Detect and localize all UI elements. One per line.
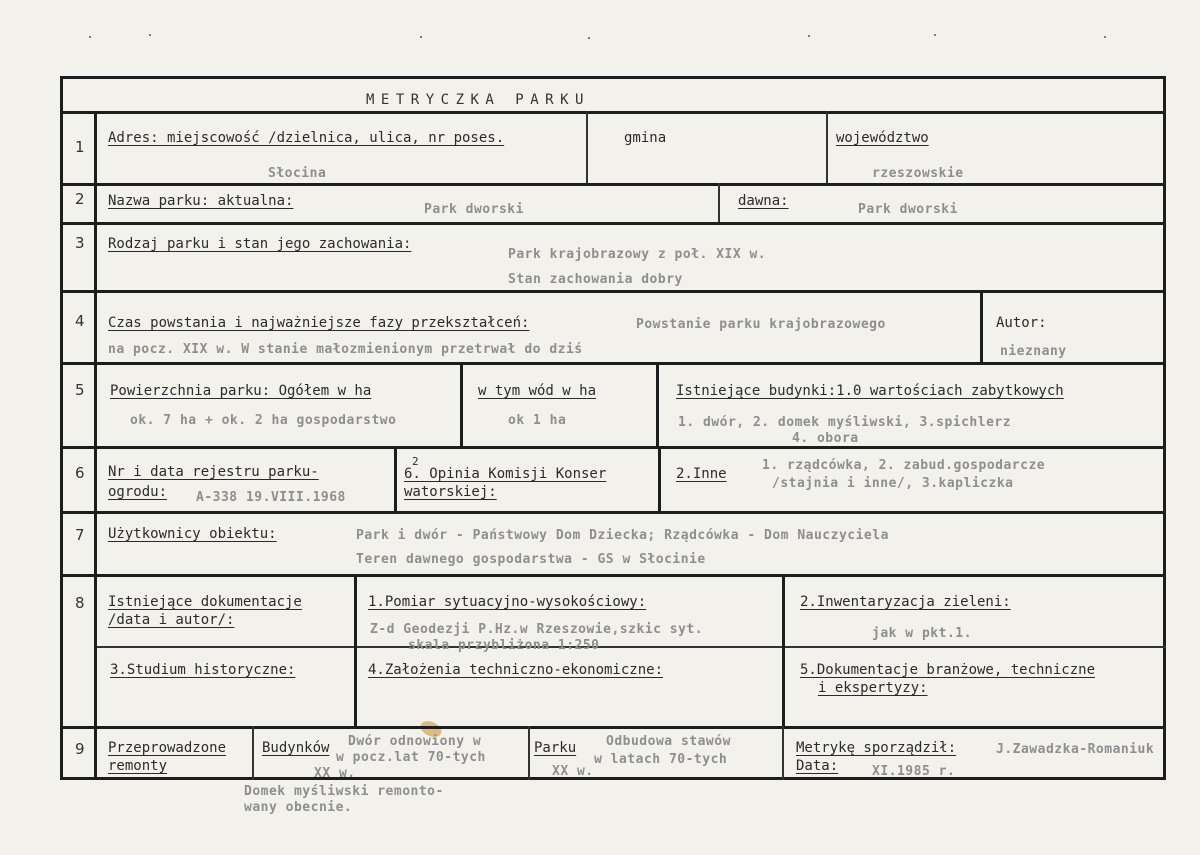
repairs-buildings-note-1: Domek myśliwski remonto- — [244, 784, 444, 799]
opinion-superscript: 2 — [412, 455, 419, 468]
cell-divider — [586, 111, 588, 183]
users-value-2: Teren dawnego gospodarstwa - GS w Słocinie — [356, 552, 706, 567]
cell-divider — [980, 290, 983, 362]
users-label: Użytkownicy obiektu: — [108, 526, 277, 542]
row-number: 4 — [75, 312, 85, 330]
row-number: 7 — [75, 526, 85, 544]
users-value-1: Park i dwór - Państwowy Dom Dziecka; Rządcówka - Dom Nauczyciela — [356, 528, 889, 543]
registry-label-1: Nr i data rejestru parku- — [108, 464, 319, 480]
other-label: 2.Inne — [676, 466, 727, 482]
row-number: 6 — [75, 464, 85, 482]
other-value-2: /stajnia i inne/, 3.kapliczka — [772, 476, 1014, 491]
water-value: ok 1 ha — [508, 413, 567, 428]
row-divider — [60, 511, 1166, 514]
compiled-by-value: J.Zawadzka-Romaniuk — [996, 742, 1155, 757]
repairs-buildings-note-2: wany obecnie. — [244, 800, 353, 815]
address-label: Adres: miejscowość /dzielnica, ulica, nr poses. — [108, 130, 505, 146]
address-value: Słocina — [268, 166, 327, 181]
number-column-line — [94, 111, 97, 780]
docs-label-2: /data i autor/: — [108, 612, 235, 628]
history-study-label: 3.Studium historyczne: — [110, 662, 296, 678]
cell-divider — [460, 362, 463, 446]
repairs-buildings-value-3: w pocz.lat 70-tych — [336, 750, 486, 765]
row-number: 1 — [75, 138, 85, 156]
cell-divider — [394, 446, 397, 511]
other-value-1: 1. rządcówka, 2. zabud.gospodarcze — [762, 458, 1046, 473]
survey-label: 1.Pomiar sytuacyjno-wysokościowy: — [368, 594, 647, 610]
author-value: nieznany — [1000, 344, 1067, 359]
paper-speck — [149, 34, 151, 36]
paper-speck — [420, 36, 422, 38]
repairs-park-label: Parku — [534, 740, 577, 756]
row-divider — [60, 726, 1166, 729]
row-number: 3 — [75, 234, 85, 252]
cell-divider — [782, 574, 785, 726]
former-name-value: Park dworski — [858, 202, 958, 217]
row-number: 8 — [75, 594, 85, 612]
registry-label-2: ogrodu: — [108, 484, 168, 500]
opinion-label-1: 6. Opinia Komisji Konser — [404, 466, 607, 482]
history-phases-value-1: Powstanie parku krajobrazowego — [636, 317, 886, 332]
greenery-label: 2.Inwentaryzacja zieleni: — [800, 594, 1011, 610]
paper-speck — [808, 35, 810, 37]
park-name-value: Park dworski — [424, 202, 524, 217]
row-divider — [60, 446, 1166, 449]
repairs-buildings-value-1: XX w. — [314, 766, 356, 781]
docs-label-1: Istniejące dokumentacje — [108, 594, 302, 610]
buildings-label: Istniejące budynki:1.0 wartościach zabytkowych — [676, 383, 1064, 399]
row-divider — [60, 111, 1166, 114]
wojewodztwo-label: województwo — [836, 130, 929, 146]
row-divider — [60, 574, 1166, 577]
form-title: METRYCZKA PARKU — [366, 92, 590, 108]
park-type-value: Park krajobrazowy z poł. XIX w. — [508, 247, 767, 262]
area-label: Powierzchnia parku: Ogółem w ha — [110, 383, 372, 399]
cell-divider — [782, 726, 784, 780]
repairs-label-1: Przeprowadzone — [108, 740, 227, 756]
row-number: 5 — [75, 381, 85, 399]
row-divider — [60, 183, 1166, 186]
cell-divider — [656, 362, 659, 446]
registry-value: A-338 19.VIII.1968 — [196, 490, 346, 505]
park-name-label: Nazwa parku: aktualna: — [108, 193, 294, 209]
repairs-park-value-1: XX w. — [552, 764, 594, 779]
paper-speck — [89, 36, 91, 38]
park-type-label: Rodzaj parku i stan jego zachowania: — [108, 236, 412, 252]
row-divider — [96, 646, 1166, 648]
repairs-park-value-3: w latach 70-tych — [594, 752, 728, 767]
greenery-value: jak w pkt.1. — [872, 626, 972, 641]
cell-divider — [528, 726, 530, 780]
row-divider — [60, 290, 1166, 293]
buildings-value-1: 1. dwór, 2. domek myśliwski, 3.spichlerz — [678, 415, 1012, 430]
date-label: Data: — [796, 758, 839, 774]
history-phases-label: Czas powstania i najważniejsze fazy przekształceń: — [108, 315, 530, 331]
opinion-label-2: watorskiej: — [404, 484, 497, 500]
gmina-label: gmina — [624, 130, 667, 146]
paper-speck — [934, 34, 936, 36]
tech-assumptions-label: 4.Założenia techniczno-ekonomiczne: — [368, 662, 664, 678]
buildings-value-2: 4. obora — [792, 431, 859, 446]
date-value: XI.1985 r. — [872, 764, 956, 779]
survey-value-1: Z-d Geodezji P.Hz.w Rzeszowie,szkic syt. — [370, 622, 704, 637]
repairs-buildings-label: Budynków — [262, 740, 330, 756]
history-phases-value-2: na pocz. XIX w. W stanie małozmienionym przetrwał do dziś — [108, 342, 583, 357]
repairs-park-value-2: Odbudowa stawów — [606, 734, 731, 749]
survey-value-2: skala przybliżona 1:250 — [408, 638, 600, 653]
cell-divider — [354, 574, 357, 726]
row-number: 9 — [75, 740, 85, 758]
park-condition-value: Stan zachowania dobry — [508, 272, 683, 287]
row-divider — [60, 362, 1166, 365]
branch-docs-label-2: i ekspertyzy: — [818, 680, 928, 696]
compiled-by-label: Metrykę sporządził: — [796, 740, 957, 756]
branch-docs-label-1: 5.Dokumentacje branżowe, techniczne — [800, 662, 1096, 678]
cell-divider — [826, 111, 828, 183]
wojewodztwo-value: rzeszowskie — [872, 166, 964, 181]
area-value: ok. 7 ha + ok. 2 ha gospodarstwo — [130, 413, 397, 428]
paper-speck — [1104, 36, 1106, 38]
cell-divider — [658, 446, 661, 511]
repairs-label-2: remonty — [108, 758, 168, 774]
cell-divider — [718, 183, 720, 222]
water-label: w tym wód w ha — [478, 383, 597, 399]
cell-divider — [252, 726, 254, 780]
repairs-buildings-value-2: Dwór odnowiony w — [348, 734, 482, 749]
row-divider — [60, 222, 1166, 225]
author-label: Autor: — [996, 315, 1047, 331]
row-number: 2 — [75, 190, 85, 208]
former-name-label: dawna: — [738, 193, 789, 209]
paper-speck — [588, 37, 590, 39]
